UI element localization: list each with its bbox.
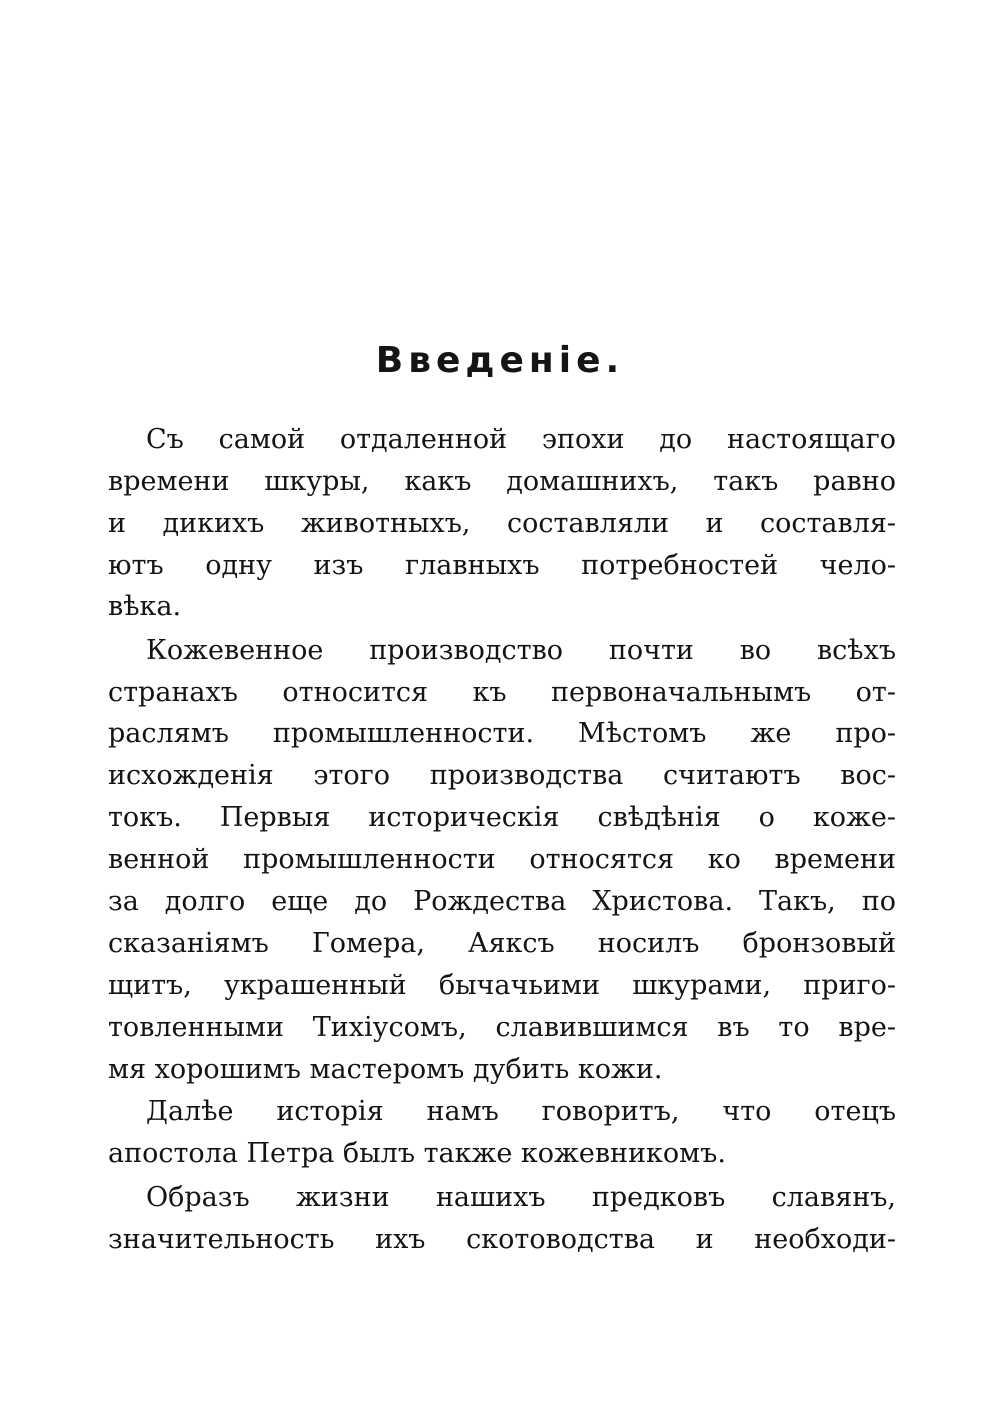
text-line: апостола Петра былъ также кожевникомъ. xyxy=(108,1138,726,1169)
text-line: раслямъ промышленности. Мѣстомъ же про- xyxy=(108,718,896,749)
text-line: исхожденія этого производства считаютъ вос- xyxy=(108,760,896,791)
text-line: щитъ, украшенный бычачьими шкурами, приго- xyxy=(108,970,896,1001)
text-line: Далѣе исторія намъ говоритъ, что отецъ xyxy=(146,1096,896,1127)
text-line: товленными Тихіусомъ, славившимся въ то вре- xyxy=(108,1012,896,1043)
text-line: Кожевенное производство почти во всѣхъ xyxy=(146,635,896,666)
text-line: мя хорошимъ мастеромъ дубить кожи. xyxy=(108,1054,663,1085)
text-line: и дикихъ животныхъ, составляли и составля- xyxy=(108,508,896,539)
text-line: токъ. Первыя историческія свѣдѣнія о коже- xyxy=(108,802,896,833)
text-line: значительность ихъ скотоводства и необходи- xyxy=(108,1224,896,1255)
text-line: вѣка. xyxy=(108,591,182,622)
text-line: ютъ одну изъ главныхъ потребностей чело- xyxy=(108,550,896,581)
text-line: венной промышленности относятся ко времени xyxy=(108,844,896,875)
text-line: Съ самой отдаленной эпохи до настоящаго xyxy=(146,424,896,455)
text-line: времени шкуры, какъ домашнихъ, такъ равно xyxy=(108,466,896,497)
text-line: странахъ относится къ первоначальнымъ от- xyxy=(108,677,896,708)
text-line: сказаніямъ Гомера, Аяксъ носилъ бронзовый xyxy=(108,928,896,959)
text-line: Образъ жизни нашихъ предковъ славянъ, xyxy=(146,1182,896,1213)
page-title: Введеніе. xyxy=(375,340,625,381)
text-line: за долго еще до Рождества Христова. Такъ, по xyxy=(108,886,896,917)
